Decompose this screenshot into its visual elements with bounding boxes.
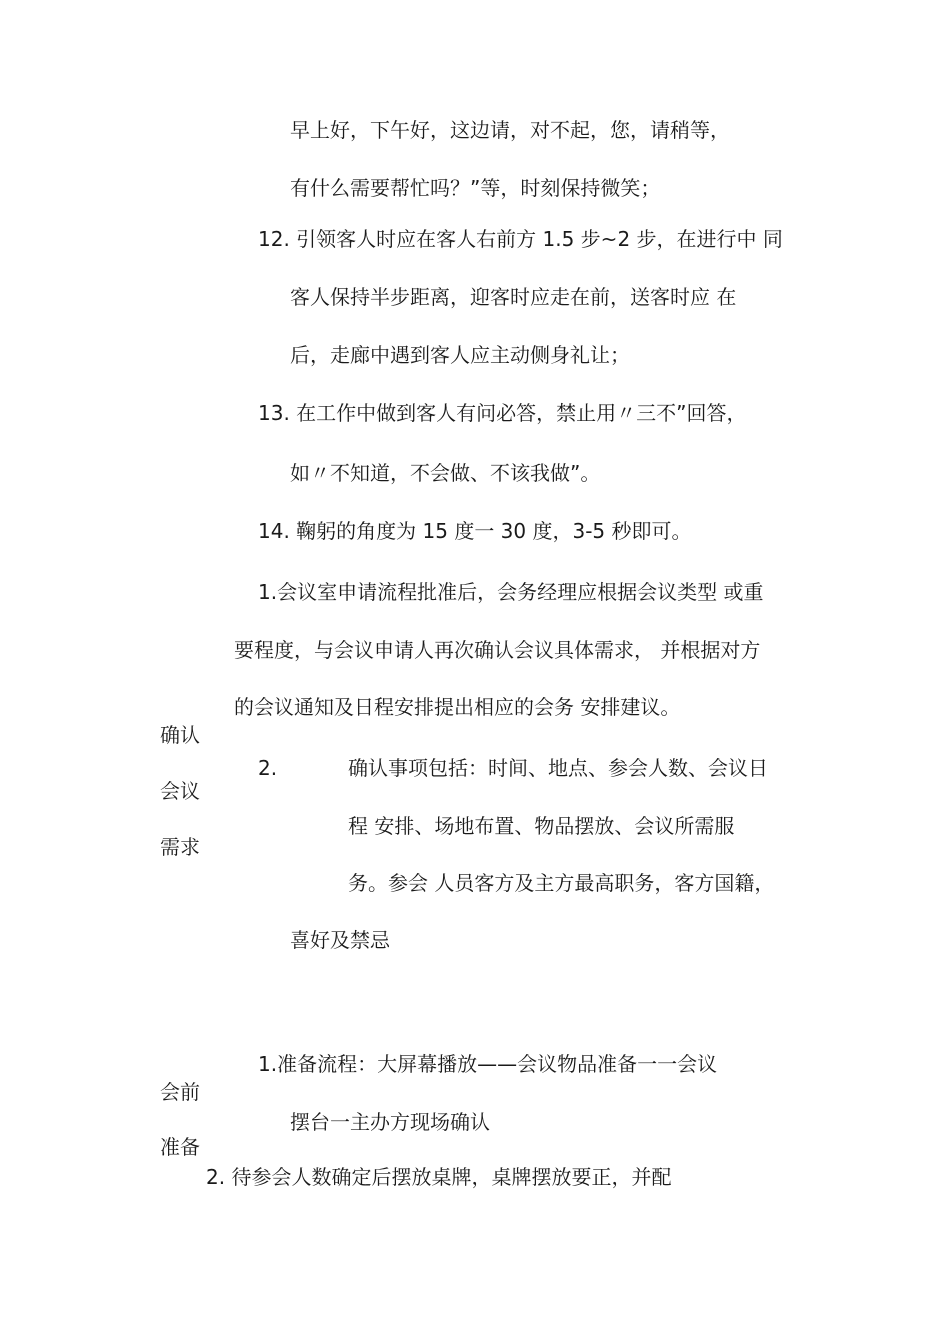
- greeting-line-2: 有什么需要帮忙吗？”等，时刻保持微笑；: [290, 176, 661, 200]
- confirm-item-2-line-2: 程 安排、场地布置、物品摆放、会议所需服: [348, 814, 735, 838]
- confirm-item-1-line-2: 要程度，与会议申请人再次确认会议具体需求， 并根据对方: [234, 638, 761, 662]
- confirm-item-2-line-4: 喜好及禁忌: [290, 928, 390, 952]
- item-14: 14. 鞠躬的角度为 15 度一 30 度，3-5 秒即可。: [258, 519, 692, 543]
- confirm-item-1-line-3: 的会议通知及日程安排提出相应的会务 安排建议。: [234, 695, 681, 719]
- prep-item-2: 2. 待参会人数确定后摆放桌牌，桌牌摆放要正，并配: [206, 1165, 672, 1189]
- item-12-line-3: 后，走廊中遇到客人应主动侧身礼让；: [290, 343, 630, 367]
- confirm-label-1: 确认: [160, 723, 200, 747]
- item-13-line-1: 13. 在工作中做到客人有问必答，禁止用〃三不”回答，: [258, 401, 747, 425]
- prep-label-1: 会前: [160, 1080, 200, 1104]
- greeting-line-1: 早上好，下午好，这边请，对不起，您，请稍等，: [290, 118, 730, 142]
- prep-label-2: 准备: [160, 1135, 200, 1159]
- confirm-item-1-line-1: 1.会议室申请流程批准后，会务经理应根据会议类型 或重: [258, 580, 764, 604]
- item-12-line-1: 12. 引领客人时应在客人右前方 1.5 步~2 步，在进行中 同: [258, 227, 783, 251]
- confirm-item-2-number: 2.: [258, 756, 278, 780]
- confirm-label-2: 会议: [160, 779, 200, 803]
- item-12-line-2: 客人保持半步距离，迎客时应走在前，送客时应 在: [290, 285, 737, 309]
- prep-item-1-line-1: 1.准备流程：大屏幕播放——会议物品准备一一会议: [258, 1052, 718, 1076]
- confirm-item-2-line-3: 务。参会 人员客方及主方最高职务，客方国籍，: [348, 871, 775, 895]
- prep-item-1-line-2: 摆台一主办方现场确认: [290, 1110, 490, 1134]
- confirm-label-3: 需求: [160, 835, 200, 859]
- confirm-item-2-line-1: 确认事项包括：时间、地点、参会人数、会议日: [348, 756, 768, 780]
- item-13-line-2: 如〃不知道，不会做、不该我做”。: [290, 461, 601, 485]
